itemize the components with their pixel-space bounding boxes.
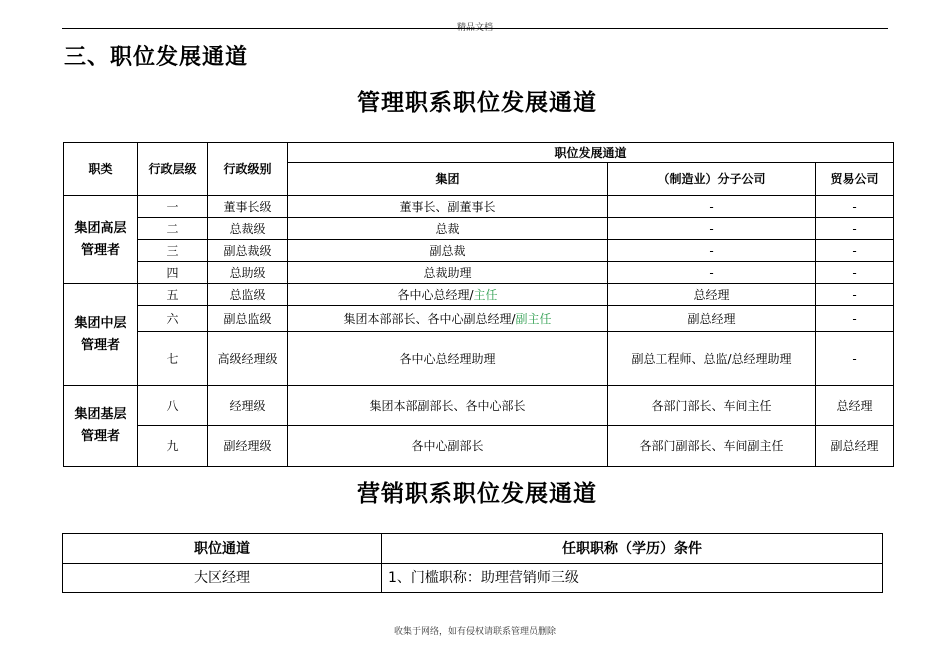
row-level: 八 [138,386,208,426]
header-grade: 行政级别 [208,143,288,196]
row-mfg: 各部门副部长、车间副主任 [608,426,816,467]
page-header: 精品文档 [456,23,493,33]
row-group: 副总裁 [288,240,608,262]
header-manufacturing: （制造业）分子公司 [608,163,816,196]
category-middle: 集团中层 管理者 [64,284,138,386]
row-level: 一 [138,196,208,218]
row-group: 各中心总经理助理 [288,332,608,386]
row-mfg: 各部门部长、车间主任 [608,386,816,426]
row-grade: 董事长级 [208,196,288,218]
row-trade: 副总经理 [816,426,894,467]
row-group: 集团本部副部长、各中心部长 [288,386,608,426]
header-trade: 贸易公司 [816,163,894,196]
row-group: 董事长、副董事长 [288,196,608,218]
row-mfg: 总经理 [608,284,816,306]
row-trade: - [816,306,894,332]
row-trade: - [816,332,894,386]
row-mfg: 副总经理 [608,306,816,332]
management-channel-table [63,142,894,467]
row-mfg: - [608,196,816,218]
row-trade: 总经理 [816,386,894,426]
row-group: 总裁 [288,218,608,240]
table2-title: 营销职系职位发展通道 [357,480,597,507]
row-grade: 总助级 [208,262,288,284]
page-footer: 收集于网络，如有侵权请联系管理员删除 [393,627,556,637]
header-channel: 职位发展通道 [288,143,894,163]
row-group: 各中心副部长 [288,426,608,467]
row-grade: 总监级 [208,284,288,306]
row-trade: - [816,218,894,240]
row-grade: 副经理级 [208,426,288,467]
row-group: 总裁助理 [288,262,608,284]
row-grade: 高级经理级 [208,332,288,386]
header-level: 行政层级 [138,143,208,196]
marketing-channel-table [62,533,883,593]
row-grade: 总裁级 [208,218,288,240]
row-group: 各中心总经理/主任 [288,284,608,306]
row-level: 五 [138,284,208,306]
header-channel: 职位通道 [63,534,382,564]
row-level: 四 [138,262,208,284]
row-level: 六 [138,306,208,332]
header-category: 职类 [64,143,138,196]
row-trade: - [816,240,894,262]
row-channel: 大区经理 [63,564,382,593]
category-senior: 集团高层 管理者 [64,196,138,284]
row-mfg: - [608,218,816,240]
row-trade: - [816,284,894,306]
header-group: 集团 [288,163,608,196]
row-condition: 1、门槛职称：助理营销师三级 [382,564,883,593]
row-group: 集团本部部长、各中心副总经理/副主任 [288,306,608,332]
category-base: 集团基层 管理者 [64,386,138,467]
row-level: 三 [138,240,208,262]
row-mfg: - [608,262,816,284]
row-level: 九 [138,426,208,467]
row-trade: - [816,262,894,284]
row-trade: - [816,196,894,218]
row-grade: 副总裁级 [208,240,288,262]
section-title: 三、职位发展通道 [64,44,249,70]
row-mfg: 副总工程师、总监/总经理助理 [608,332,816,386]
row-grade: 副总监级 [208,306,288,332]
table1-title: 管理职系职位发展通道 [357,89,597,116]
header-rule [62,28,888,29]
row-level: 二 [138,218,208,240]
row-mfg: - [608,240,816,262]
row-grade: 经理级 [208,386,288,426]
header-condition: 任职职称（学历）条件 [382,534,883,564]
row-level: 七 [138,332,208,386]
